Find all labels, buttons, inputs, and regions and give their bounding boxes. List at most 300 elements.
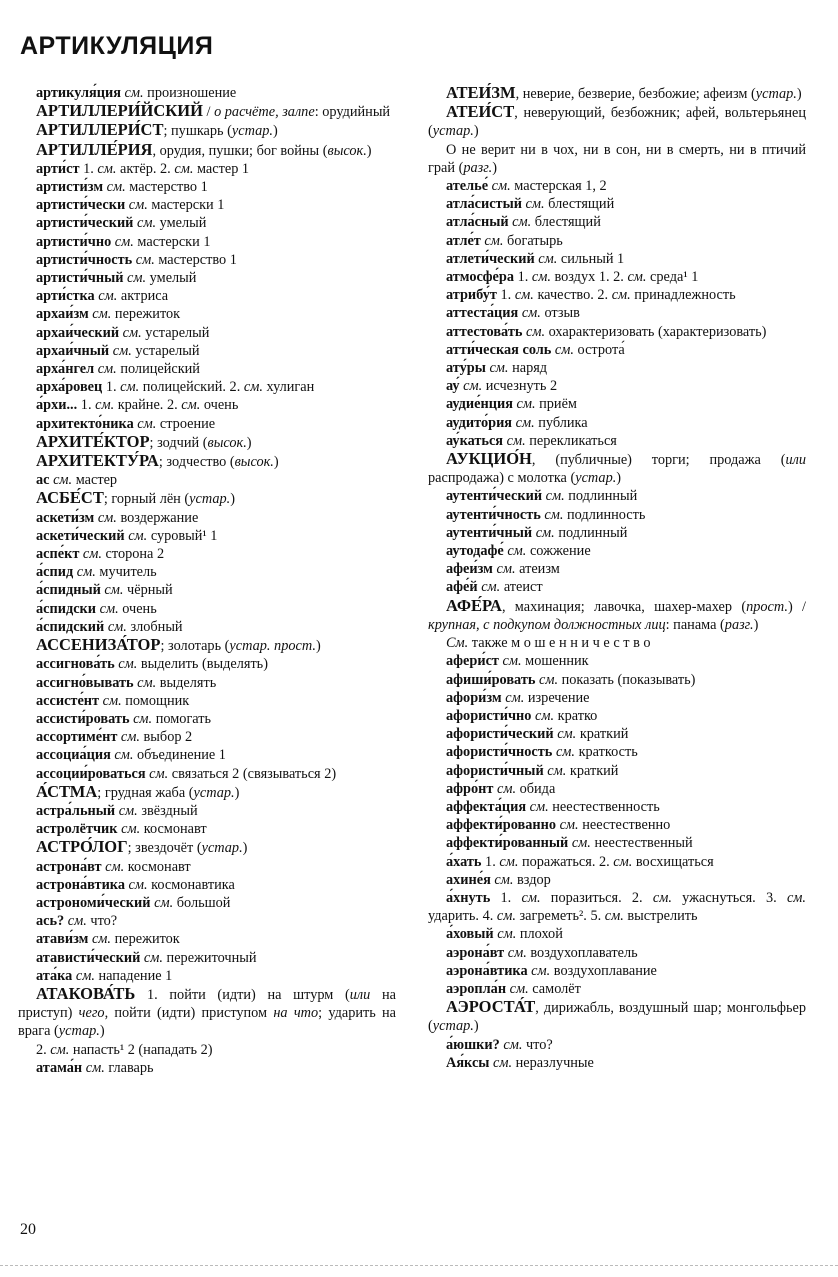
entry-text: 1. [496, 287, 515, 304]
dictionary-entry [18, 342, 396, 360]
entry-label: см. [125, 197, 148, 214]
entry-label: см. [100, 582, 124, 599]
entry-text: пережиток [111, 306, 181, 323]
entry-label: см. [150, 894, 174, 911]
entry-label: см. [485, 360, 509, 377]
entry-label: см. [477, 579, 501, 596]
entry-text: ) [273, 454, 279, 471]
entry-headword: ась? [36, 913, 65, 930]
entry-label: устар. [575, 470, 617, 487]
page-edge-divider [0, 1265, 838, 1266]
dictionary-entry [428, 962, 806, 980]
entry-label: см. [499, 1036, 523, 1053]
entry-text: восхищаться [632, 853, 714, 870]
entry-text: , неверие, безверие, безбожие; афеизм ( [515, 86, 756, 102]
dictionary-entry [428, 834, 806, 852]
dictionary-entry [18, 728, 396, 746]
dictionary-entry [18, 305, 396, 323]
dictionary-entry [428, 395, 806, 413]
dictionary-entry [428, 798, 806, 816]
entry-headword: а́ховый [446, 926, 494, 943]
entry-label: см. [123, 270, 147, 287]
dictionary-entry [18, 269, 396, 287]
entry-label: см. [490, 871, 514, 888]
dictionary-entry [428, 304, 806, 322]
entry-headword: АРХИТЕ́КТОР [36, 431, 150, 451]
entry-text: поразиться. 2. [540, 889, 653, 906]
entry-text: неестественно [578, 817, 671, 834]
entry-text: мастер 1 [193, 160, 250, 177]
dictionary-entry [428, 506, 806, 524]
dictionary-entry [428, 871, 806, 889]
entry-label: см. [101, 858, 125, 875]
entry-label: на что [273, 1005, 319, 1022]
entry-headword: АРХИТЕКТУ́РА [36, 451, 159, 471]
entry-label: см. [120, 379, 140, 396]
entry-label: устар. [432, 123, 474, 140]
dictionary-entry [428, 141, 806, 177]
entry-headword: а́хать [446, 853, 482, 870]
entry-text: краткий [566, 762, 619, 779]
entry-label: см. [110, 747, 134, 764]
entry-text: ; зодчий ( [149, 434, 208, 451]
entry-label: см. [613, 853, 633, 870]
entry-label: см. [521, 196, 545, 213]
dictionary-entry [428, 634, 806, 652]
dictionary-entry [428, 578, 806, 596]
entry-label: разг. [724, 616, 754, 633]
dictionary-entry [428, 816, 806, 834]
entry-text: неестественность [548, 798, 660, 815]
entry-label: см. [493, 780, 517, 797]
entry-text: воздухоплавание [550, 962, 657, 979]
entry-headword: артисти́чность [36, 251, 133, 268]
entry-headword: атрибу́т [446, 287, 497, 304]
entry-text: злобный [126, 618, 183, 635]
entry-headword: аэрона́вт [446, 944, 505, 961]
entry-label: см. [786, 889, 806, 906]
dictionary-entry [428, 450, 806, 487]
dictionary-entry [18, 378, 396, 396]
entry-label: о расчёте, залпе [214, 104, 315, 121]
entry-headword: а́хнуть [446, 889, 491, 906]
entry-text: ; горный лён ( [103, 491, 190, 508]
entry-text: плохой [516, 926, 563, 943]
entry-label: см. [480, 232, 504, 249]
entry-headword: аудие́нция [446, 396, 513, 413]
dictionary-entry [428, 725, 806, 743]
entry-headword: атависти́ческий [36, 949, 141, 966]
entry-text: звёздный [137, 802, 198, 819]
dictionary-entry [428, 762, 806, 780]
entry-text: , пойти (идти) приступом [104, 1005, 274, 1022]
entry-headword: ассисти́ровать [36, 710, 130, 727]
entry-label: см. [604, 908, 624, 925]
entry-headword: аффекта́ция [446, 798, 527, 815]
entry-label: см. [132, 251, 155, 268]
entry-text: помощник [121, 692, 190, 709]
entry-text: актёр. 2. [116, 160, 175, 177]
entry-text: ; зодчество ( [158, 454, 235, 471]
entry-headword: ау́каться [446, 432, 504, 449]
entry-headword: артисти́чно [36, 233, 112, 250]
entry-text: сторона 2 [101, 546, 165, 563]
entry-text: мастерски 1 [133, 233, 211, 250]
dictionary-entry [428, 944, 806, 962]
entry-label: см. [104, 618, 127, 635]
entry-text: качество. 2. [533, 287, 612, 304]
entry-label: см. [145, 765, 169, 782]
entry-headword: астра́льный [36, 802, 116, 819]
entry-headword: аттеста́ция [446, 305, 519, 322]
entry-text: ) [315, 638, 321, 655]
dictionary-entry [428, 103, 806, 140]
dictionary-entry [18, 858, 396, 876]
entry-headword: афористи́ческий [446, 726, 554, 743]
entry-headword: ассигнова́ть [36, 656, 115, 673]
entry-text: 1. [490, 889, 522, 906]
entry-headword: артисти́ческий [36, 215, 134, 232]
entry-text: публика [534, 414, 588, 431]
dictionary-entry [428, 323, 806, 341]
entry-label: устар. [432, 1018, 474, 1035]
entry-label: см. [49, 472, 73, 489]
entry-text: 1. пойти (идти) на штурм ( [135, 986, 350, 1003]
dictionary-entry [428, 177, 806, 195]
entry-label: см. [568, 835, 591, 852]
entry-text: 1. [77, 397, 96, 414]
entry-text: ) / [787, 598, 807, 615]
entry-headword: афори́зм [446, 689, 502, 706]
dictionary-entry [428, 1036, 806, 1054]
dictionary-entry [18, 600, 396, 618]
entry-label: см. [111, 233, 134, 250]
entry-label: см. [133, 415, 157, 432]
entry-text: распродажа) с молотка ( [428, 470, 576, 487]
entry-headword: атави́зм [36, 931, 89, 948]
entry-label: см. [88, 931, 111, 948]
right-column [428, 84, 806, 1072]
entry-text: охарактеризовать (характеризовать) [545, 323, 767, 340]
entry-text: главарь [104, 1059, 154, 1076]
entry-text: , дирижабль, воздушный шар; монгольфьер ( [428, 1000, 806, 1035]
dictionary-entry [18, 985, 396, 1041]
entry-headword: АУКЦИО́Н [446, 449, 532, 469]
entry-label: см. [503, 543, 527, 560]
entry-text: кратко [554, 707, 598, 724]
entry-headword: аттестова́ть [446, 323, 523, 340]
entry-headword: арха́ровец [36, 379, 103, 396]
dictionary-entry [428, 1054, 806, 1072]
entry-headword: ассисте́нт [36, 692, 100, 709]
dictionary-entry [18, 876, 396, 894]
entry-label: см. [540, 506, 564, 523]
entry-text: сильный 1 [557, 250, 625, 267]
entry-text: строение [156, 415, 216, 432]
entry-text: пережиточный [162, 949, 257, 966]
dictionary-entry [428, 84, 806, 103]
left-column [18, 84, 396, 1077]
entry-label: см. [181, 397, 201, 414]
entry-label: см. [88, 306, 112, 323]
entry-headword: АТАКОВА́ТЬ [36, 983, 136, 1003]
entry-text: : орудийный [314, 104, 391, 121]
dictionary-entry [18, 802, 396, 820]
entry-text: что? [522, 1036, 553, 1053]
entry-text: ) [753, 616, 759, 633]
entry-label: см. [82, 1059, 105, 1076]
entry-text: ) [492, 159, 497, 176]
entry-label: устар. [58, 1023, 100, 1040]
entry-text: пережиток [111, 931, 180, 948]
entry-text: самолёт [528, 980, 581, 997]
entry-text: 1. [481, 853, 500, 870]
entry-label: см. [611, 287, 631, 304]
entry-text: ) [473, 1018, 479, 1035]
entry-label: устар. [189, 491, 231, 508]
entry-label: см. [94, 288, 118, 305]
entry-label: см. [556, 817, 579, 834]
dictionary-entry [18, 84, 396, 102]
entry-text: загреметь². 5. [515, 908, 605, 925]
entry-label: см. [508, 214, 532, 231]
entry-headword: архаи́ческий [36, 324, 120, 341]
entry-headword: атла́сный [446, 214, 509, 231]
entry-label: высок. [207, 434, 247, 451]
entry-label: см. [526, 798, 549, 815]
dictionary-entry [18, 396, 396, 414]
entry-text: очень [118, 600, 157, 617]
dictionary-entry [18, 912, 396, 930]
entry-label: см. [532, 524, 555, 541]
entry-text: напасть¹ 2 (нападать 2) [69, 1041, 213, 1058]
entry-headword: аскети́ческий [36, 527, 125, 544]
dictionary-entry [18, 471, 396, 489]
entry-headword: Ая́ксы [446, 1054, 490, 1071]
entry-text: атеист [500, 579, 543, 596]
entry-label: см. [99, 692, 122, 709]
entry-headword: астрона́втика [36, 876, 125, 893]
dictionary-entry [18, 509, 396, 527]
entry-label: устар. прост. [229, 638, 316, 655]
dictionary-entry [428, 250, 806, 268]
entry-label: устар. [231, 123, 273, 140]
entry-label: см. [627, 269, 647, 286]
entry-label: см. [512, 396, 536, 413]
entry-text: суровый¹ 1 [147, 527, 218, 544]
entry-text: выделить (выделять) [137, 656, 268, 673]
dictionary-entry [18, 121, 396, 140]
dictionary-entry [428, 780, 806, 798]
entry-headword: атле́т [446, 232, 481, 249]
entry-text: принадлежность [630, 287, 736, 304]
entry-headword: артисти́чески [36, 197, 126, 214]
entry-text: неразлучные [512, 1054, 594, 1071]
entry-text: ) [366, 142, 372, 159]
entry-text: блестящий [531, 214, 601, 231]
entry-headword: А́СТМА [36, 781, 98, 801]
entry-text: ; пушкарь ( [163, 123, 232, 140]
dictionary-entry [428, 998, 806, 1035]
entry-label: или [349, 986, 371, 1003]
entry-headword: ату́ры [446, 360, 486, 377]
entry-headword: астролётчик [36, 821, 118, 838]
entry-label: см. [72, 967, 95, 984]
entry-label: устар. [193, 784, 235, 801]
dictionary-entry [18, 783, 396, 802]
entry-text: среда¹ 1 [646, 269, 699, 286]
entry-label: см. [553, 726, 577, 743]
entry-text: объединение 1 [133, 747, 226, 764]
entry-headword: ахине́я [446, 871, 491, 888]
dictionary-entry [18, 141, 396, 160]
dictionary-entry [18, 433, 396, 452]
entry-text: отзыв [540, 305, 580, 322]
dictionary-entry [428, 889, 806, 925]
dictionary-entry [18, 251, 396, 269]
entry-label: см. [522, 323, 546, 340]
dictionary-entry [18, 655, 396, 673]
entry-label: устар. [755, 86, 797, 102]
entry-label: см. [552, 744, 575, 761]
entry-headword: аффекти́рованный [446, 835, 569, 852]
entry-headword: астрономи́ческий [36, 894, 151, 911]
dictionary-entry [428, 341, 806, 359]
page-number: 20 [20, 1221, 36, 1238]
entry-headword: АРТИЛЛЕ́РИЯ [36, 139, 153, 159]
entry-label: см. [133, 215, 157, 232]
dictionary-entry [428, 853, 806, 871]
entry-label: см. [79, 546, 102, 563]
entry-text: также м о ш е н н и ч е с т в о [468, 635, 651, 652]
entry-text: исчезнуть 2 [482, 378, 558, 395]
dictionary-entry [428, 707, 806, 725]
entry-label: см. [512, 414, 535, 431]
dictionary-entry [18, 636, 396, 655]
entry-text: воздухоплаватель [526, 944, 638, 961]
dictionary-entry [18, 196, 396, 214]
entry-text: , неверующий, безбожник; афей, вольтерьянец ( [428, 105, 806, 140]
entry-text: / [202, 104, 215, 121]
entry-text: чёрный [123, 582, 173, 599]
entry-label: см. [551, 341, 574, 358]
entry-headword: аэрона́втика [446, 962, 528, 979]
entry-text: 1. [514, 269, 532, 286]
entry-text: ; звездочёт ( [127, 840, 202, 857]
entry-label: см. [133, 674, 157, 691]
entry-headword: аутодафе́ [446, 543, 504, 560]
entry-text: ; грудная жаба ( [97, 784, 194, 801]
entry-text: показать (показывать) [558, 671, 696, 688]
entry-label: см. [243, 379, 263, 396]
dictionary-entry [18, 674, 396, 692]
entry-text: богатырь [503, 232, 563, 249]
entry-headword: афеи́зм [446, 561, 493, 578]
dictionary-entry [18, 967, 396, 985]
entry-text: ) [272, 123, 278, 140]
entry-headword: арха́нгел [36, 361, 95, 378]
dictionary-entry [18, 1041, 396, 1059]
dictionary-entry [18, 930, 396, 948]
entry-text: изречение [524, 689, 590, 706]
entry-headword: артисти́чный [36, 270, 124, 287]
entry-label: см. [124, 527, 148, 544]
entry-text: устарелый [131, 342, 200, 359]
entry-label: см. [114, 656, 138, 673]
dictionary-entry [18, 214, 396, 232]
entry-headword: ата́ка [36, 967, 73, 984]
entry-text: мастерство 1 [125, 179, 208, 196]
entry-text: атеизм [515, 561, 560, 578]
dictionary-entry [18, 765, 396, 783]
entry-text: мучитель [95, 564, 157, 581]
entry-headword: ассортиме́нт [36, 729, 118, 746]
entry-text: подлинный [554, 524, 628, 541]
entry-headword: афиши́ровать [446, 671, 536, 688]
entry-headword: ассоциа́ция [36, 747, 111, 764]
entry-label: см. [95, 397, 115, 414]
entry-text: 1. [79, 160, 98, 177]
entry-text: ) [246, 434, 252, 451]
dictionary-entry [18, 102, 396, 121]
entry-label: см. [503, 432, 526, 449]
dictionary-entry [18, 563, 396, 581]
entry-label: крупная, с подкупом должностных лиц [428, 616, 666, 633]
dictionary-entry [18, 489, 396, 508]
entry-headword: афери́ст [446, 653, 499, 670]
entry-text: наряд [508, 360, 548, 377]
entry-text: хулиган [262, 379, 315, 396]
entry-label: устар. [201, 840, 243, 857]
dictionary-entry [18, 894, 396, 912]
dictionary-entry [18, 545, 396, 563]
entry-text: большой [173, 894, 231, 911]
dictionary-entry [428, 286, 806, 304]
dictionary-entry [428, 597, 806, 634]
entry-label: см. [535, 671, 559, 688]
dictionary-entry [18, 233, 396, 251]
dictionary-entry [18, 581, 396, 599]
entry-label: см. [120, 85, 144, 101]
entry-text: воздух 1. 2. [550, 269, 628, 286]
entry-text: , махинация; лавочка, шахер-махер ( [501, 598, 747, 615]
entry-label: см. [504, 944, 527, 961]
entry-headword: аэропла́н [446, 980, 507, 997]
entry-headword: афористи́чно [446, 707, 532, 724]
dictionary-entry [428, 652, 806, 670]
entry-text: очень [200, 397, 239, 414]
entry-text: ударить. 4. [428, 908, 497, 925]
entry-label: см. [140, 949, 163, 966]
entry-text: ужаснуться. 3. [671, 889, 787, 906]
entry-label: см. [534, 250, 558, 267]
entry-text: мастерски 1 [147, 197, 225, 214]
dictionary-entry [428, 432, 806, 450]
dictionary-entry [18, 527, 396, 545]
entry-text: приём [535, 396, 577, 413]
entry-headword: архаи́чный [36, 342, 110, 359]
entry-headword: аудито́рия [446, 414, 513, 431]
dictionary-entry [18, 838, 396, 857]
entry-text: сожжение [526, 543, 591, 560]
entry-text: подлинный [564, 488, 638, 505]
dictionary-entry [18, 1059, 396, 1077]
entry-text: : панама ( [665, 616, 725, 633]
dictionary-entry [18, 820, 396, 838]
entry-text: мастерская 1, 2 [510, 178, 607, 195]
dictionary-entry [428, 195, 806, 213]
dictionary-entry [428, 377, 806, 395]
